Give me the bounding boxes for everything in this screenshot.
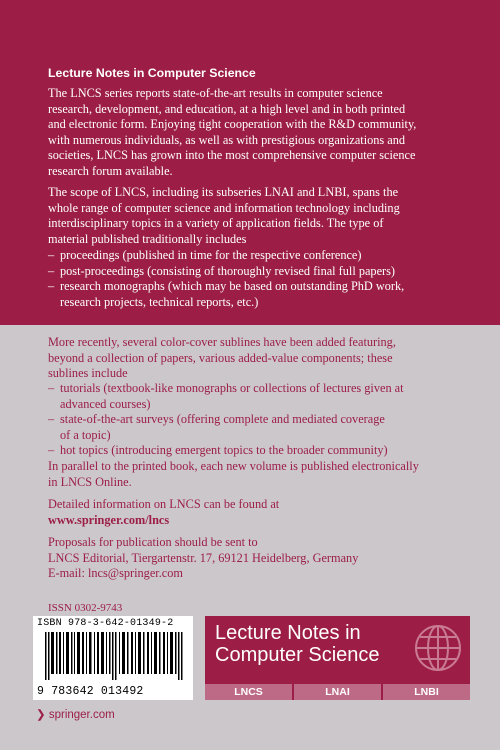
list-item: – research monographs (which may be based on outstanding PhD work, research projects, technical reports, etc.) xyxy=(48,279,468,310)
series-logo xyxy=(205,616,470,700)
text-line: societies, LNCS has grown into the most comprehensive computer science xyxy=(48,148,416,162)
email-line: E-mail: lncs@springer.com xyxy=(48,566,183,580)
proposals-paragraph xyxy=(48,535,468,582)
text-line: Proposals for publication should be sent to xyxy=(48,535,258,549)
text-line: beyond a collection of papers, various added-value components; these xyxy=(48,350,393,365)
online-paragraph xyxy=(48,459,468,490)
text-line: The scope of LNCS, including its subseries LNAI and LNBI, spans the xyxy=(48,185,399,199)
publisher-logo xyxy=(36,707,115,721)
springer-chevron-icon: ❯ xyxy=(36,709,46,721)
globe-icon xyxy=(412,622,464,674)
subline-lnbi: LNBI xyxy=(381,684,470,700)
text-line: Detailed information on LNCS can be found at xyxy=(48,497,280,511)
subline-lncs: LNCS xyxy=(205,684,292,700)
list-item: – state-of-the-art surveys (offering complete and mediated coverage of a topic) xyxy=(48,412,468,443)
sublines-list xyxy=(48,381,468,459)
intro-paragraph xyxy=(48,86,468,179)
text-line: research, development, and education, at a high level and in both printed xyxy=(48,101,406,116)
text-line: material published traditionally includes xyxy=(48,231,247,246)
subline-bar xyxy=(205,684,470,700)
subline-lnai: LNAI xyxy=(292,684,381,700)
website-link[interactable]: www.springer.com/lncs xyxy=(48,512,170,527)
scope-paragraph xyxy=(48,185,468,247)
top-panel xyxy=(0,0,500,325)
text-line: research forum available. xyxy=(48,163,173,178)
list-item: – proceedings (published in time for the respective conference) xyxy=(48,248,468,264)
text-line: More recently, several color-cover sublines have been added featuring, xyxy=(48,335,396,349)
text-line: whole range of computer science and information technology including xyxy=(48,200,400,215)
text-line: In parallel to the printed book, each new volume is published electronically xyxy=(48,459,419,473)
material-list xyxy=(48,248,468,310)
barcode-bars xyxy=(45,632,185,680)
barcode-digits: 9 783642 013492 xyxy=(37,685,144,698)
isbn-barcode xyxy=(33,616,193,700)
logo-title: Lecture Notes in Computer Science xyxy=(215,622,380,666)
text-line: sublines include xyxy=(48,366,128,380)
publisher-name: springer.com xyxy=(48,709,115,721)
isbn-label: ISBN 978-3-642-01349-2 xyxy=(37,618,174,629)
issn-number: ISSN 0302-9743 xyxy=(48,602,123,614)
text-line: interdisciplinary topics in a variety of application fields. The type of xyxy=(48,216,384,230)
text-line: The LNCS series reports state-of-the-art results in computer science xyxy=(48,86,383,100)
text-line: LNCS Editorial, Tiergartenstr. 17, 69121 Heidelberg, Germany xyxy=(48,550,359,565)
list-item: – tutorials (textbook-like monographs or collections of lectures given at advanced courses) xyxy=(48,381,468,412)
text-line: in LNCS Online. xyxy=(48,474,132,489)
series-heading: Lecture Notes in Computer Science xyxy=(48,66,256,80)
text-line: and electronic form. Enjoying tight cooperation with the R&D community, xyxy=(48,117,417,131)
list-item: – hot topics (introducing emergent topics to the broader community) xyxy=(48,443,468,459)
text-line: with numerous individuals, as well as with prestigious organizations and xyxy=(48,132,406,147)
list-item: – post-proceedings (consisting of thoroughly revised final full papers) xyxy=(48,264,468,280)
info-paragraph xyxy=(48,497,468,528)
sublines-paragraph xyxy=(48,335,468,382)
